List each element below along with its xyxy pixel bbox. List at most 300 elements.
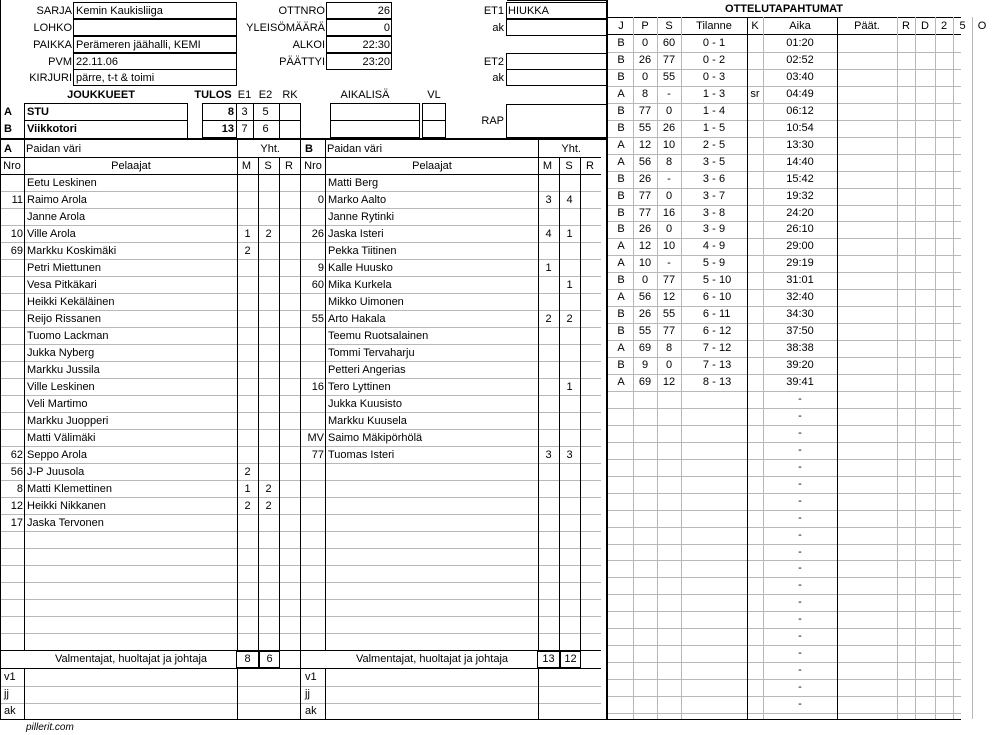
roster-a-total-assists: 6 [266, 653, 273, 665]
event-time: 37:50 [786, 325, 814, 337]
events-header-p: P [641, 20, 649, 32]
event-assist: 0 [665, 105, 673, 117]
player-assists: 2 [265, 500, 272, 512]
grid-line [301, 633, 601, 634]
event-scorer: 9 [641, 359, 649, 371]
team-a-e1: 3 [241, 106, 248, 118]
grid-line [0, 668, 300, 669]
grid-line [24, 103, 25, 138]
player-number: 11 [11, 194, 23, 206]
event-assist: 26 [662, 122, 676, 134]
event-team: A [617, 240, 625, 252]
e2-label: E2 [258, 89, 273, 101]
roster-a-m-header: M [241, 160, 252, 172]
event-score-b: 4 [719, 105, 726, 117]
event-team: B [617, 54, 625, 66]
event-assist: 77 [662, 274, 676, 286]
grid-line [24, 120, 188, 121]
event-time: 10:54 [786, 122, 814, 134]
header-value-paattyi: 23:20 [362, 56, 390, 68]
event-score-a: 3 [702, 207, 709, 219]
event-score-b: 12 [719, 325, 732, 337]
roster-b-players-header: Pelaajat [412, 160, 452, 172]
event-score-a: 5 [702, 274, 709, 286]
event-score-a: 6 [702, 291, 709, 303]
event-score-dash: - [712, 54, 716, 66]
event-kind [747, 340, 763, 356]
header-label-pvm_label: PVM [48, 56, 72, 68]
tulos-label: TULOS [194, 89, 232, 101]
player-assists [258, 345, 279, 361]
event-score-a: 8 [702, 376, 709, 388]
event-score-a: 3 [702, 223, 709, 235]
grid-line [301, 686, 601, 687]
grid-line [301, 565, 601, 566]
referee-field-box [506, 2, 607, 19]
roster-b-total-assists: 12 [564, 653, 577, 665]
roster-a-staff-label: Valmentajat, huoltajat ja johtaja [54, 653, 208, 665]
event-team: B [617, 190, 625, 202]
event-assist: 0 [665, 359, 673, 371]
grid-line [608, 713, 961, 714]
player-number [302, 243, 324, 259]
player-name: Heikki Kekäläinen [27, 296, 115, 308]
player-goals [538, 413, 559, 429]
player-number [1, 430, 23, 446]
event-kind [747, 272, 763, 288]
team-a-rk [280, 104, 300, 120]
event-time: 31:01 [786, 274, 814, 286]
player-assists: 2 [265, 228, 272, 240]
player-assists [559, 396, 580, 412]
roster-b-total-goals: 13 [542, 653, 555, 665]
event-score-dash: - [712, 139, 716, 151]
player-goals [538, 430, 559, 446]
rap-label: RAP [481, 115, 504, 127]
header-label-yleisomaara_label: YLEISÖMÄÄRÄ [246, 22, 325, 34]
event-scorer: 0 [641, 274, 649, 286]
event-assist: 12 [662, 376, 676, 388]
events-header-s: S [665, 20, 673, 32]
event-scorer: 12 [638, 139, 652, 151]
event-scorer: 10 [638, 257, 652, 269]
event-score-dash: - [712, 342, 716, 354]
event-score-b: 9 [719, 223, 726, 235]
grid-line [0, 616, 300, 617]
player-number: 60 [311, 279, 324, 291]
event-team: B [617, 105, 625, 117]
header-field-box [326, 53, 392, 70]
player-assists [258, 464, 279, 480]
grid-line [24, 103, 188, 104]
player-number [302, 345, 324, 361]
grid-line [301, 668, 601, 669]
events-header-tilanne: Tilanne [696, 20, 732, 32]
event-assist: 0 [665, 223, 673, 235]
events-header-k: K [751, 20, 759, 32]
event-kind: sr [750, 88, 760, 100]
teams-header: JOUKKUEET [67, 89, 135, 101]
header-value-ottnro: 26 [377, 5, 390, 17]
event-score-a: 1 [702, 105, 709, 117]
player-number: 16 [311, 381, 324, 393]
event-scorer: 77 [638, 207, 652, 219]
event-score-dash: - [712, 190, 716, 202]
event-score-b: 5 [719, 156, 726, 168]
player-assists [258, 379, 279, 395]
event-kind [747, 35, 763, 51]
player-goals [237, 362, 258, 378]
event-assist: 55 [662, 71, 676, 83]
events-header-aika: Aika [789, 20, 811, 32]
event-time-empty: - [798, 579, 802, 591]
event-score-b: 13 [719, 376, 732, 388]
event-score-b: 10 [719, 274, 732, 286]
roster-a-nro-header: Nro [3, 160, 21, 172]
header-label-lohko_label: LOHKO [33, 22, 72, 34]
player-goals: 4 [545, 228, 552, 240]
grid-line [279, 157, 280, 650]
player-assists [258, 209, 279, 225]
event-time: 06:12 [786, 105, 814, 117]
event-kind [747, 255, 763, 271]
header-value-yleisomaara: 0 [383, 22, 390, 34]
event-scorer: 0 [641, 37, 649, 49]
divider [606, 0, 608, 720]
grid-line [0, 582, 300, 583]
header-label-ottnro_label: OTTNRO [278, 5, 325, 17]
grid-line [301, 497, 601, 498]
player-name: Markku Koskimäki [27, 245, 117, 257]
grid-line [935, 17, 936, 719]
player-goals [237, 379, 258, 395]
player-number [1, 345, 23, 361]
event-score-a: 1 [702, 88, 709, 100]
event-kind [747, 374, 763, 390]
player-assists [258, 311, 279, 327]
player-name: Petteri Angerias [328, 364, 406, 376]
event-assist: 60 [662, 37, 676, 49]
header-field-box [326, 2, 392, 19]
player-assists [559, 413, 580, 429]
player-number [302, 175, 324, 191]
event-time: 02:52 [786, 54, 814, 66]
player-name: Mika Kurkela [328, 279, 392, 291]
event-scorer: 0 [641, 71, 649, 83]
event-time: 19:32 [786, 190, 814, 202]
event-time-empty: - [798, 630, 802, 642]
player-goals: 2 [244, 245, 251, 257]
grid-line [330, 120, 420, 121]
event-scorer: 77 [638, 190, 652, 202]
event-time-empty: - [798, 512, 802, 524]
grid-line [538, 668, 539, 720]
player-name: Kalle Huusko [328, 262, 393, 274]
roster-b-staff-label: Valmentajat, huoltajat ja johtaja [355, 653, 509, 665]
event-score-a: 3 [702, 156, 709, 168]
player-assists: 2 [566, 313, 573, 325]
event-scorer: 8 [641, 88, 649, 100]
player-name: Eetu Leskinen [27, 177, 97, 189]
event-score-dash: - [712, 325, 716, 337]
event-assist: - [667, 88, 671, 100]
player-assists [559, 260, 580, 276]
team-a-e2: 5 [262, 106, 269, 118]
referee-field-box [506, 19, 607, 36]
event-score-a: 0 [702, 71, 709, 83]
grid-line [279, 103, 280, 138]
header-field-box [73, 2, 237, 19]
roster-b-m-header: M [542, 160, 553, 172]
player-assists: 1 [566, 381, 573, 393]
event-scorer: 69 [638, 376, 652, 388]
event-team: B [617, 308, 625, 320]
grid-line [422, 120, 446, 121]
player-goals [237, 328, 258, 344]
event-score-dash: - [712, 291, 716, 303]
player-name: Heikki Nikkanen [27, 500, 106, 512]
player-goals [237, 345, 258, 361]
staff-row-jj: jj [4, 688, 9, 700]
player-name: Markku Juopperi [27, 415, 109, 427]
header-value-paikka: Perämeren jäähalli, KEMI [76, 39, 201, 51]
event-score-dash: - [712, 308, 716, 320]
player-goals: 2 [244, 466, 251, 478]
grid-line [953, 17, 954, 719]
rk-label: RK [282, 89, 298, 101]
event-kind [747, 52, 763, 68]
header-field-box [73, 36, 237, 53]
event-score-a: 1 [702, 122, 709, 134]
ak2-label: ak [492, 72, 504, 84]
footer-site-name: pillerit.com [26, 722, 74, 733]
grid-line [972, 17, 973, 719]
header-field-box [326, 19, 392, 36]
player-number [1, 277, 23, 293]
e1-label: E1 [237, 89, 252, 101]
header-field-box [73, 53, 237, 70]
event-scorer: 26 [638, 173, 652, 185]
event-time: 29:19 [786, 257, 814, 269]
event-time: 34:30 [786, 308, 814, 320]
vl-label: VL [427, 89, 441, 101]
grid-line [0, 548, 300, 549]
player-name: Veli Martimo [27, 398, 88, 410]
player-goals [237, 413, 258, 429]
roster-b-nro-header: Nro [304, 160, 322, 172]
grid-line [24, 140, 25, 650]
player-assists [258, 192, 279, 208]
event-score-a: 3 [702, 173, 709, 185]
player-number: 55 [311, 313, 324, 325]
event-time-empty: - [798, 410, 802, 422]
event-assist: 55 [662, 308, 676, 320]
event-assist: 10 [662, 139, 676, 151]
grid-line [237, 103, 300, 104]
event-time-empty: - [798, 698, 802, 710]
event-kind [747, 238, 763, 254]
team-a-name: STU [27, 106, 49, 118]
event-time: 14:40 [786, 156, 814, 168]
player-name: Tommi Tervaharju [328, 347, 415, 359]
header-field-box [73, 19, 237, 36]
player-goals: 2 [244, 500, 251, 512]
player-goals [538, 243, 559, 259]
grid-line [301, 531, 601, 532]
player-number [302, 362, 324, 378]
player-number: 26 [311, 228, 324, 240]
event-time: 13:30 [786, 139, 814, 151]
event-team: A [617, 156, 625, 168]
player-goals [538, 209, 559, 225]
event-time-empty: - [798, 596, 802, 608]
roster-b-shirt-label: Paidan väri [327, 143, 383, 155]
grid-line [300, 103, 301, 138]
event-time: 03:40 [786, 71, 814, 83]
player-assists [258, 294, 279, 310]
event-team: B [617, 223, 625, 235]
divider [0, 138, 607, 140]
header-label-paattyi_label: PÄÄTTYI [279, 56, 325, 68]
grid-line [187, 103, 188, 138]
staff-row-ak: ak [4, 705, 16, 717]
player-goals: 3 [545, 449, 552, 461]
player-name: Reijo Rissanen [27, 313, 101, 325]
player-goals [237, 515, 258, 531]
grid-line [0, 719, 961, 720]
player-assists [559, 243, 580, 259]
event-score-b: 9 [719, 240, 726, 252]
player-name: Tuomo Lackman [27, 330, 109, 342]
player-number: 17 [10, 517, 23, 529]
header-label-kirjuri_label: KIRJURI [29, 72, 72, 84]
player-name: Markku Jussila [27, 364, 100, 376]
event-score-b: 11 [719, 308, 731, 320]
grid-line [0, 0, 1, 720]
event-kind [747, 171, 763, 187]
player-name: Tuomas Isteri [328, 449, 395, 461]
player-goals: 2 [545, 313, 552, 325]
event-score-b: 2 [719, 54, 726, 66]
player-name: Seppo Arola [27, 449, 87, 461]
event-assist: 8 [665, 342, 673, 354]
player-goals [538, 328, 559, 344]
player-assists [258, 515, 279, 531]
header-value-pvm: 22.11.06 [76, 56, 119, 68]
player-assists: 1 [566, 279, 573, 291]
event-time: 26:10 [786, 223, 814, 235]
player-number [1, 209, 23, 225]
event-score-a: 7 [702, 342, 709, 354]
player-name: Mikko Uimonen [328, 296, 404, 308]
grid-line [301, 599, 601, 600]
event-scorer: 55 [638, 122, 652, 134]
event-score-a: 2 [702, 139, 709, 151]
event-scorer: 26 [638, 223, 652, 235]
event-team: A [617, 376, 625, 388]
event-score-a: 5 [702, 257, 709, 269]
et1-value: HIUKKA [508, 5, 549, 17]
player-goals [237, 277, 258, 293]
event-time-empty: - [798, 647, 802, 659]
rap-box [506, 104, 607, 138]
event-time: 32:40 [786, 291, 814, 303]
header-value-alkoi: 22:30 [362, 39, 390, 51]
event-team: B [617, 359, 625, 371]
player-assists [258, 328, 279, 344]
roster-b-s-header: S [565, 160, 573, 172]
team-b-e1: 7 [241, 123, 248, 135]
event-score-a: 4 [702, 240, 709, 252]
player-name: Matti Välimäki [27, 432, 96, 444]
player-name: Vesa Pitkäkari [27, 279, 97, 291]
team-a-score: 8 [227, 106, 234, 118]
et2-label: ET2 [483, 56, 504, 68]
grid-line [301, 514, 601, 515]
roster-b-r-header: R [586, 160, 594, 172]
player-number: 62 [10, 449, 23, 461]
event-time-empty: - [798, 393, 802, 405]
player-number: 56 [10, 466, 23, 478]
player-name: Jukka Kuusisto [328, 398, 402, 410]
referee-field-box [506, 69, 607, 86]
event-time: 15:42 [786, 173, 814, 185]
player-name: Tero Lyttinen [328, 381, 391, 393]
event-assist: 0 [665, 190, 673, 202]
player-number [1, 379, 23, 395]
team-b-name: Viikkotori [27, 123, 77, 135]
event-scorer: 56 [638, 156, 652, 168]
event-score-dash: - [712, 223, 716, 235]
event-team: B [617, 173, 625, 185]
player-name: Petri Miettunen [27, 262, 101, 274]
player-number [302, 396, 324, 412]
event-time: 24:20 [786, 207, 814, 219]
event-team: B [617, 37, 625, 49]
grid-line [301, 616, 601, 617]
player-assists [258, 260, 279, 276]
grid-line [24, 668, 25, 720]
events-header-d: D [921, 20, 929, 32]
event-assist: 16 [662, 207, 676, 219]
event-assist: - [667, 173, 671, 185]
player-goals [538, 277, 559, 293]
event-team: B [617, 71, 625, 83]
event-kind [747, 188, 763, 204]
player-name: Jukka Nyberg [27, 347, 95, 359]
event-time-empty: - [798, 427, 802, 439]
team-a-letter: A [4, 106, 12, 118]
event-team: B [617, 207, 625, 219]
event-time-empty: - [798, 664, 802, 676]
event-assist: 8 [665, 156, 673, 168]
player-goals [237, 447, 258, 463]
roster-a-total-goals: 8 [244, 653, 251, 665]
event-time: 29:00 [786, 240, 814, 252]
event-score-dash: - [712, 105, 716, 117]
event-scorer: 55 [638, 325, 652, 337]
grid-line [0, 633, 300, 634]
event-time: 04:49 [786, 88, 814, 100]
team-b-e2: 6 [262, 123, 269, 135]
event-score-b: 12 [719, 342, 732, 354]
player-assists: 2 [265, 483, 272, 495]
event-kind [747, 323, 763, 339]
event-kind [747, 221, 763, 237]
player-assists [258, 430, 279, 446]
event-kind [747, 306, 763, 322]
events-header-r: R [902, 20, 910, 32]
